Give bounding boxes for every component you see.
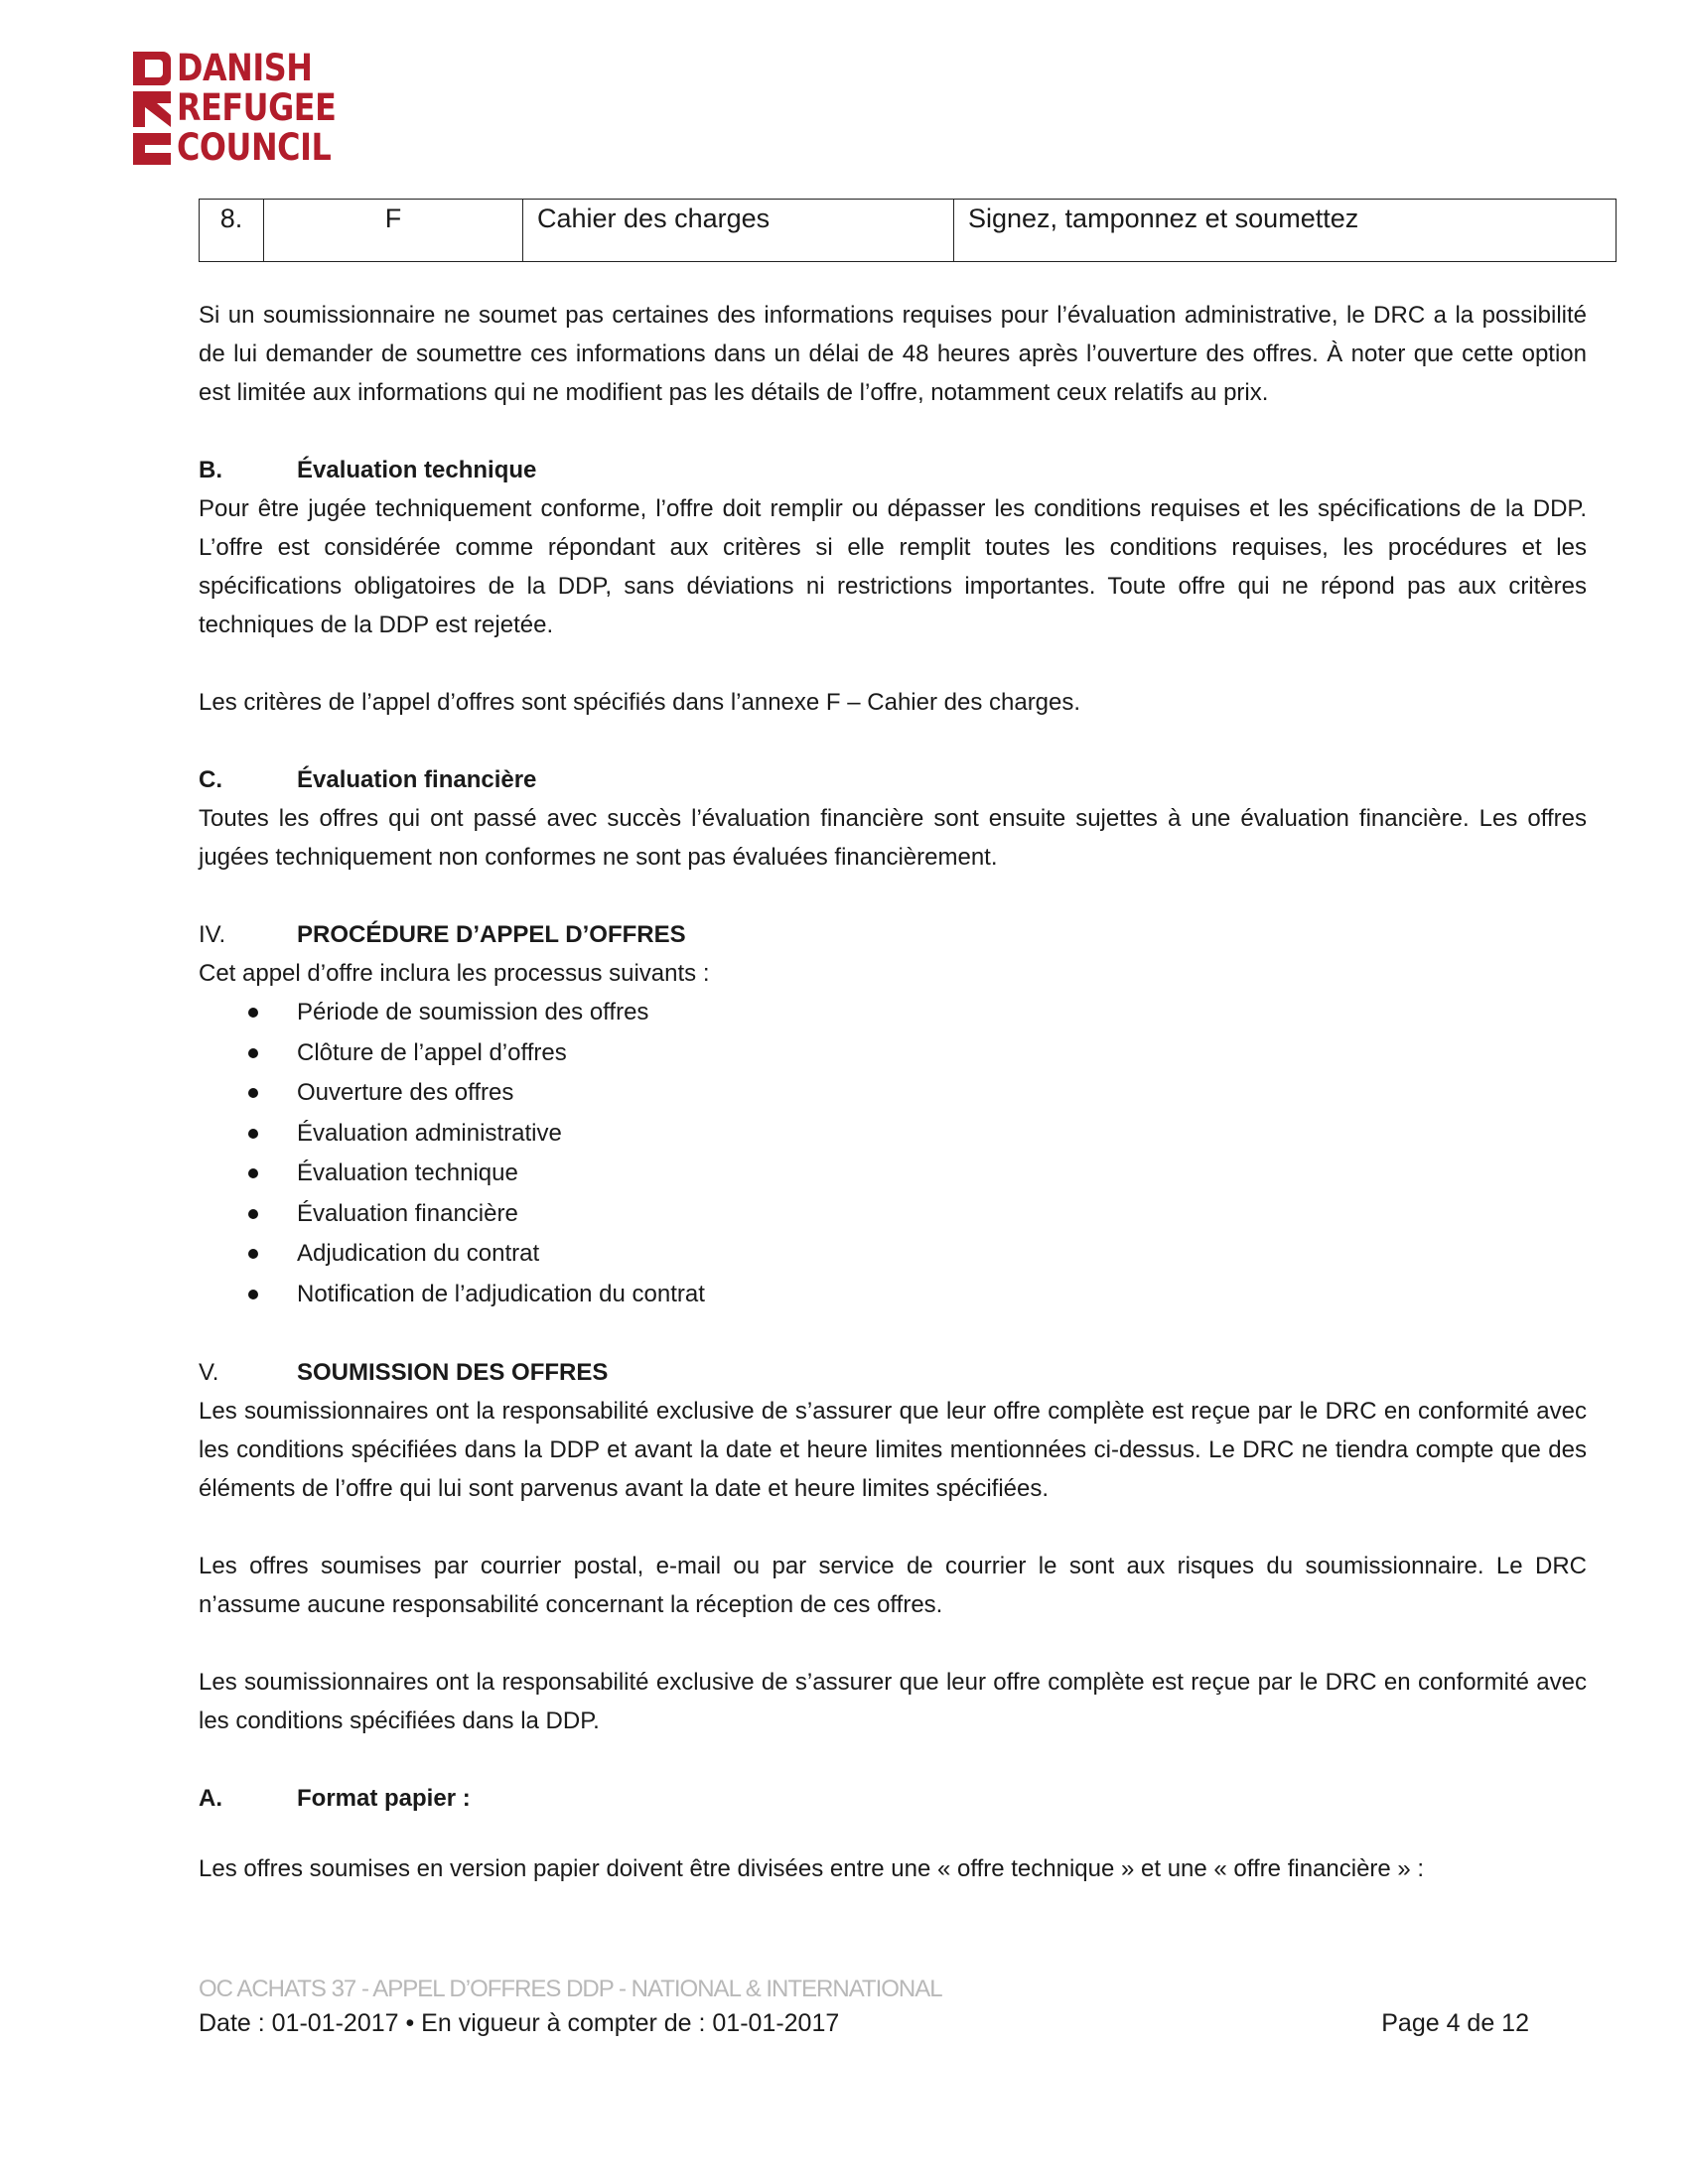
list-item-text: Adjudication du contrat (297, 1240, 540, 1267)
drc-logo (131, 47, 362, 169)
submission-paragraph-3: Les soumissionnaires ont la responsabilité exclusive de s’assurer que leur offre complète est reçue par le DRC en conformité avec les conditions spécifiées dans la DDP. (199, 1669, 1587, 1734)
paper-format-paragraph: Les offres soumises en version papier doivent être divisées entre une « offre technique » et une « offre financière » : (199, 1855, 1425, 1882)
list-item-text: Évaluation technique (297, 1160, 518, 1186)
list-item (199, 1114, 1587, 1155)
list-item-text: Notification de l’adjudication du contrat (297, 1280, 705, 1307)
table-cell-action: Signez, tamponnez et soumettez (954, 200, 1617, 262)
footer-document-reference: OC ACHATS 37 - APPEL D’OFFRES DDP - NATIONAL & INTERNATIONAL (199, 1976, 942, 2002)
logo-wordmark (177, 47, 362, 169)
table-cell-document: Cahier des charges (523, 200, 954, 262)
section-title: SOUMISSION DES OFFRES (297, 1359, 609, 1386)
logo-word-refugee: REFUGEE (177, 86, 337, 129)
table-row (200, 200, 1617, 262)
section-title: PROCÉDURE D’APPEL D’OFFRES (297, 921, 686, 948)
documents-table (199, 199, 1617, 262)
intro-paragraph: Si un soumissionnaire ne soumet pas certaines des informations requises pour l’évaluation administrative, le DRC a la possibilité de lui demander de soumettre ces informations dans un délai de 48 heures après l’ouverture des offres. À noter que cette option est limitée aux informations qui ne modifient pas les détails de l’offre, notamment ceux relatifs au prix. (199, 302, 1587, 406)
list-item (199, 1194, 1587, 1235)
list-item (199, 1234, 1587, 1275)
bullet-icon (248, 1209, 258, 1219)
section-number: IV. (199, 921, 226, 948)
section-number: A. (199, 1785, 222, 1812)
table-cell-num: 8. (200, 200, 264, 262)
logo-word-council: COUNCIL (177, 126, 332, 169)
submission-paragraph-1: Les soumissionnaires ont la responsabilité exclusive de s’assurer que leur offre complète est reçue par le DRC en conformité avec les conditions spécifiées dans la DDP et avant la date et heure limites mentionnées ci-dessus. Le DRC ne tiendra compte que des éléments de l’offre qui lui sont parvenus avant la date et heure limites spécifiées. (199, 1398, 1587, 1502)
list-item-text: Évaluation financière (297, 1199, 518, 1227)
list-item (199, 993, 1587, 1033)
table-cell-letter: F (264, 200, 523, 262)
section-number: B. (199, 457, 222, 483)
technical-evaluation-paragraph: Pour être jugée techniquement conforme, l’offre doit remplir ou dépasser les conditions requises et les spécifications de la DDP. L’offre est considérée comme répondant aux critères si elle remplit toutes les conditions requises, les procédures et les spécifications obligatoires de la DDP, sans déviations ni restrictions importantes. Toute offre qui ne répond pas aux critères techniques de la DDP est rejetée. (199, 495, 1587, 638)
financial-evaluation-paragraph: Toutes les offres qui ont passé avec succès l’évaluation financière sont ensuite sujettes à une évaluation financière. Les offres jugées techniquement non conformes ne sont pas évaluées financièrement. (199, 805, 1587, 871)
list-item (199, 1275, 1587, 1315)
section-title: Format papier : (297, 1785, 471, 1812)
list-item-text: Ouverture des offres (297, 1079, 514, 1106)
bullet-icon (248, 1129, 258, 1139)
logo-word-danish: DANISH (177, 47, 313, 89)
bullet-icon (248, 1008, 258, 1018)
process-list (199, 993, 1587, 1314)
submission-paragraph-2: Les offres soumises par courrier postal, e-mail ou par service de courrier le sont aux risques du soumissionnaire. Le DRC n’assume aucune responsabilité concernant la réception de ces offres. (199, 1553, 1587, 1618)
bullet-icon (248, 1168, 258, 1178)
bullet-icon (248, 1290, 258, 1299)
list-item-text: Période de soumission des offres (297, 999, 649, 1025)
footer-date: Date : 01-01-2017 • En vigueur à compter de : 01-01-2017 (199, 2009, 840, 2037)
section-number: C. (199, 766, 222, 793)
section-title: Évaluation financière (297, 766, 537, 793)
list-item (199, 1154, 1587, 1194)
section-number: V. (199, 1359, 219, 1386)
criteria-paragraph: Les critères de l’appel d’offres sont spécifiés dans l’annexe F – Cahier des charges. (199, 689, 1081, 716)
section-b-heading (199, 451, 1587, 489)
page-number: Page 4 de 12 (1381, 2009, 1529, 2037)
bullet-icon (248, 1048, 258, 1058)
list-item-text: Évaluation administrative (297, 1119, 562, 1147)
bullet-icon (248, 1088, 258, 1098)
footer (199, 2009, 1529, 2038)
section-a-heading (199, 1779, 1587, 1818)
main-content (199, 296, 1587, 1888)
section-c-heading (199, 760, 1587, 799)
section-title: Évaluation technique (297, 457, 537, 483)
list-item-text: Clôture de l’appel d’offres (297, 1038, 567, 1066)
bullet-icon (248, 1249, 258, 1259)
procedure-intro: Cet appel d’offre inclura les processus suivants : (199, 960, 710, 987)
list-item (199, 1073, 1587, 1114)
section-iv-heading (199, 915, 1587, 954)
drc-logo-mark-icon (131, 50, 173, 167)
list-item (199, 1033, 1587, 1074)
section-v-heading (199, 1353, 1587, 1392)
